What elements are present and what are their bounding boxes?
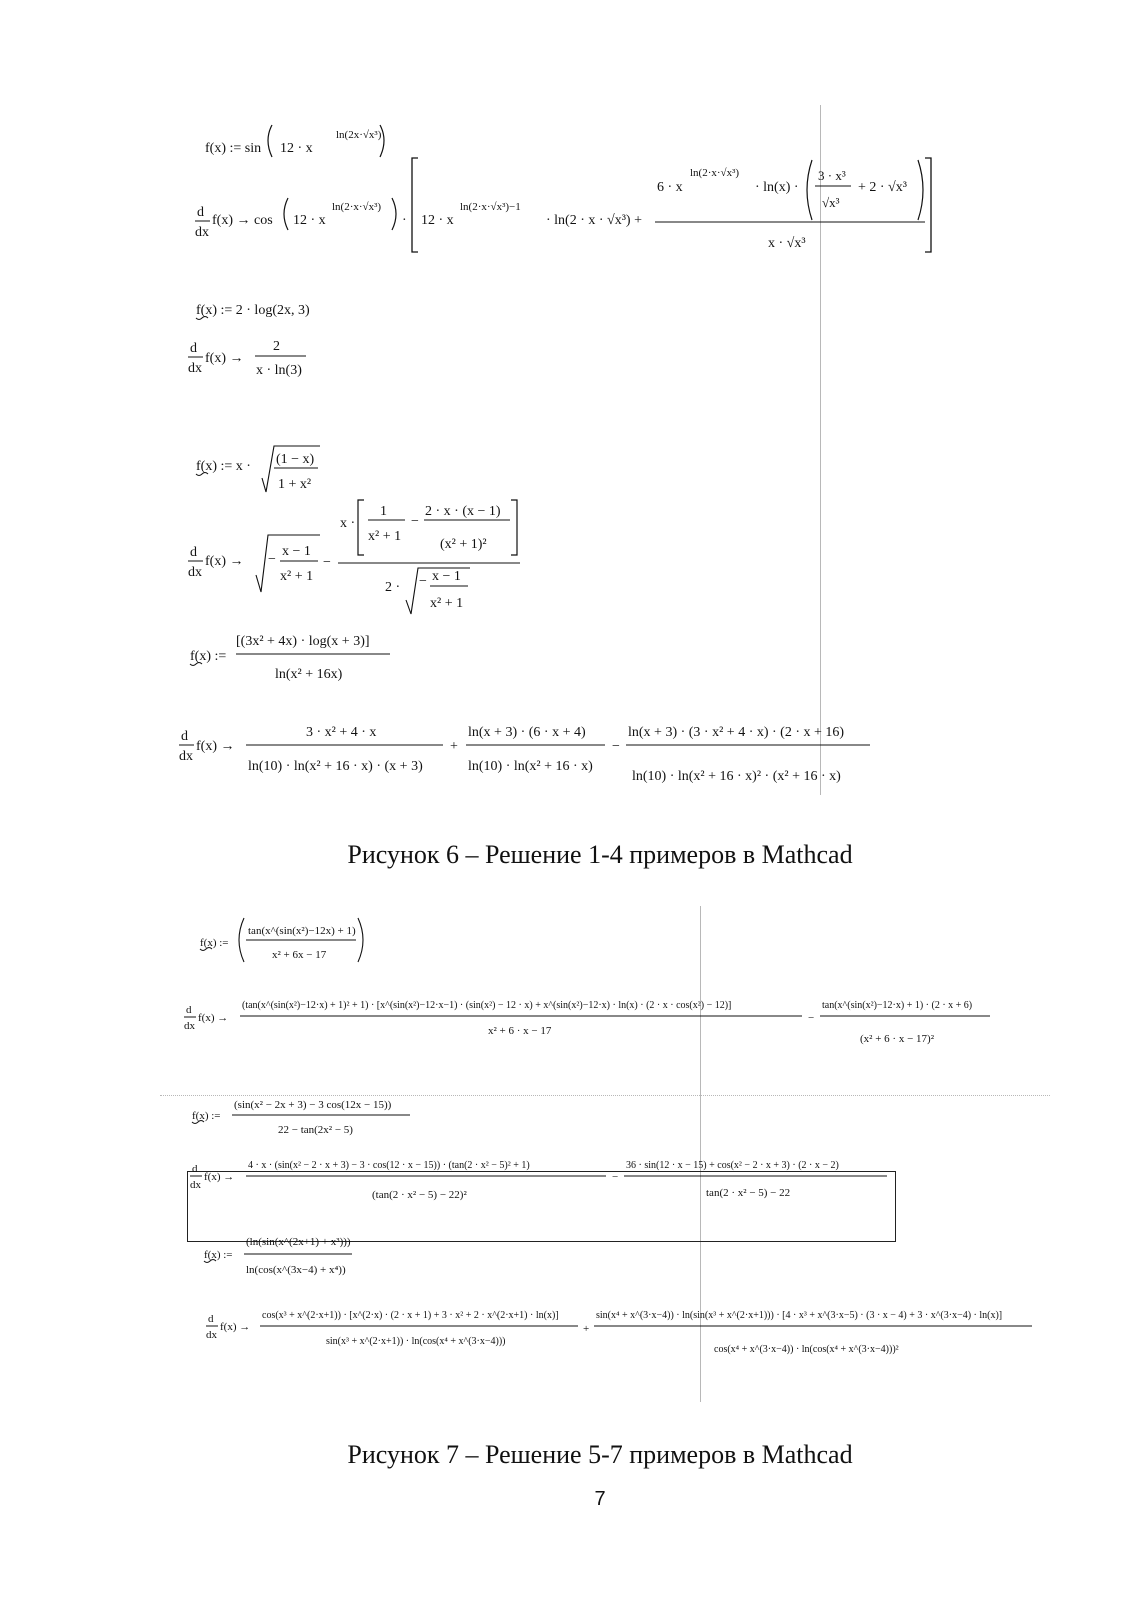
ex4-def-den: ln(x² + 16x) [275, 667, 343, 682]
ex1-t1a: 12 · x [421, 213, 454, 228]
ex4-f2-den: ln(10) · ln(x² + 16 · x) [468, 759, 593, 774]
figure-6-caption: Рисунок 6 – Решение 1-4 примеров в Mathcad [347, 840, 853, 869]
ex1-definition [205, 125, 384, 157]
figure-7-equations [0, 900, 1132, 1410]
ex5 [184, 918, 990, 1045]
ex4-f1-den: ln(10) · ln(x² + 16 · x) · (x + 3) [248, 759, 423, 774]
ex1-t2den: x · √x³ [768, 236, 806, 251]
ex7-f2-num: sin(x⁴ + x^(3·x−4)) · ln(sin(x³ + x^(2·x+1))) · [4 · x³ + x^(3·x−5) · (3 · x − 4) + 3 · x^(3·x−4) · ln(x)] [596, 1310, 1003, 1321]
ex5-der-lhs: f(x) → [198, 1012, 229, 1024]
ex1-t2num-c: + 2 · √x³ [858, 180, 907, 195]
ex1-dx: dx [195, 225, 209, 240]
ex4-f2-num: ln(x + 3) · (6 · x + 4) [468, 725, 586, 740]
ex3-def-den: 1 + x² [278, 477, 312, 492]
ex3-big-x: x · [340, 516, 356, 531]
ex3-minus: − [323, 555, 331, 570]
ex7-dx: dx [206, 1329, 217, 1341]
ex1-t2num-exp: ln(2·x·√x³) [690, 167, 740, 179]
ex1-der-exp: ln(2·x·√x³) [332, 201, 382, 213]
ex3-dx: dx [188, 565, 202, 580]
ex3-in1-den: x² + 1 [368, 529, 402, 544]
ex2 [188, 303, 310, 378]
ex7-f2-den: cos(x⁴ + x^(3·x−4)) · ln(cos(x⁴ + x^(3·x−4)))² [714, 1344, 899, 1355]
ex6-minus: − [612, 1171, 619, 1183]
ex4-d: d [181, 729, 188, 744]
ex4-plus: + [450, 739, 458, 754]
ex4-minus: − [612, 739, 620, 754]
ex2-num: 2 [273, 339, 280, 354]
ex7 [204, 1236, 1032, 1355]
ex3-bd-a: 2 · [385, 580, 401, 595]
svg-text:·: · [402, 213, 407, 228]
ex6-f1-num: 4 · x · (sin(x² − 2 · x + 3) − 3 · cos(12 · x − 15)) · (tan(2 · x² − 5)² + 1) [248, 1160, 530, 1171]
ex6-f1-den: (tan(2 · x² − 5) − 22)² [372, 1189, 467, 1201]
ex4-f3-num: ln(x + 3) · (3 · x² + 4 · x) · (2 · x + 16) [628, 725, 845, 740]
ex7-der-lhs: f(x) → [220, 1321, 251, 1333]
ex4 [179, 634, 870, 784]
figure-7 [0, 900, 1132, 1410]
figure-6-equations [0, 0, 1132, 800]
ex6-f2-den: tan(2 · x² − 5) − 22 [706, 1187, 791, 1199]
ex3-bd-den: x² + 1 [430, 596, 464, 611]
figure-7-caption: Рисунок 7 – Решение 5-7 примеров в Mathcad [347, 1440, 853, 1469]
ex1-derivative [195, 158, 931, 252]
ex1-der-arg: 12 · x [293, 213, 326, 228]
ex6-def-den: 22 − tan(2x² − 5) [278, 1124, 353, 1136]
ex1-d: d [197, 205, 204, 220]
ex1-t2num-b: · ln(x) · [755, 180, 799, 195]
ex4-f3-den: ln(10) · ln(x² + 16 · x)² · (x² + 16 · x) [632, 769, 841, 784]
ex7-plus: + [583, 1323, 590, 1335]
ex4-def-num: [(3x² + 4x) · log(x + 3)] [236, 634, 370, 649]
ex7-f1-num: cos(x³ + x^(2·x+1)) · [x^(2·x) · (2 · x + 1) + 3 · x² + 2 · x^(2·x+1) · ln(x)] [262, 1310, 559, 1321]
ex5-dx: dx [184, 1020, 195, 1032]
page-number: 7 [594, 1488, 606, 1510]
ex2-den: x · ln(3) [256, 363, 302, 378]
ex5-f2-num: tan(x^(sin(x²)−12·x) + 1) · (2 · x + 6) [822, 1000, 973, 1011]
ex2-d: d [190, 341, 197, 356]
ex6-der-lhs: f(x) → [204, 1171, 235, 1183]
ex6-d: d [192, 1163, 198, 1175]
ex6-dx: dx [190, 1179, 201, 1191]
figure-6 [0, 0, 1132, 800]
svg-text:−: − [411, 514, 419, 529]
ex3-der-lhs: f(x) → [205, 554, 244, 569]
ex5-def-lhs: f(x) := [200, 937, 229, 949]
ex3-s-den: x² + 1 [280, 569, 314, 584]
ex7-f1-den: sin(x³ + x^(2·x+1)) · ln(cos(x⁴ + x^(3·x−4))) [326, 1336, 506, 1347]
svg-text:−: − [419, 574, 427, 589]
ex4-der-lhs: f(x) → [196, 739, 235, 754]
ex1-def-arg: 12 · x [280, 141, 313, 156]
ex7-def-den: ln(cos(x^(3x−4) + x⁴)) [246, 1264, 346, 1276]
ex1-def-lhs: f(x) := sin [205, 141, 262, 156]
ex1-t2num-in-num: 3 · x³ [818, 168, 846, 183]
ex6-f2-num: 36 · sin(12 · x − 15) + cos(x² − 2 · x + 3) · (2 · x − 2) [626, 1160, 839, 1171]
ex6 [190, 1099, 887, 1201]
ex1-t2num-in-den: √x³ [822, 195, 840, 210]
svg-text:−: − [268, 552, 276, 567]
ex3-d: d [190, 545, 197, 560]
ex5-d: d [186, 1004, 192, 1016]
ex3-in2-den: (x² + 1)² [440, 537, 487, 552]
ex7-def-lhs: f(x) := [204, 1249, 233, 1261]
ex6-def-num: (sin(x² − 2x + 3) − 3 cos(12x − 15)) [234, 1099, 392, 1111]
ex3-def-lhs: f(x) := x · [196, 459, 251, 474]
ex1-def-exp: ln(2x·√x³) [336, 129, 382, 141]
ex2-der-lhs: f(x) → [205, 351, 244, 366]
ex5-minus: − [808, 1012, 815, 1024]
ex4-f1-num: 3 · x² + 4 · x [306, 725, 377, 740]
ex3-in2-num: 2 · x · (x − 1) [425, 504, 501, 519]
ex3-in1-num: 1 [380, 504, 387, 519]
ex7-def-num: (ln(sin(x^(2x+1) + x³))) [246, 1236, 351, 1248]
ex6-def-lhs: f(x) := [192, 1110, 221, 1122]
ex7-d: d [208, 1313, 214, 1325]
ex3-def-num: (1 − x) [276, 452, 315, 467]
ex5-f1-den: x² + 6 · x − 17 [488, 1025, 552, 1037]
ex5-f2-den: (x² + 6 · x − 17)² [860, 1033, 934, 1045]
ex4-dx: dx [179, 749, 193, 764]
ex5-def-den: x² + 6x − 17 [272, 949, 327, 961]
ex3-s-num: x − 1 [282, 544, 311, 559]
ex4-def-lhs: f(x) := [190, 649, 227, 664]
ex1-der-lhs: f(x) → cos [212, 213, 273, 228]
ex2-dx: dx [188, 361, 202, 376]
ex1-t1a-exp: ln(2·x·√x³)−1 [460, 201, 521, 213]
ex5-f1-num: (tan(x^(sin(x²)−12·x) + 1)² + 1) · [x^(sin(x²)−12·x−1) · (sin(x²) − 12 · x) + x^(sin(x²)−12·x) · ln(x) · (2 · x · cos(x²) − 12)] [242, 1000, 732, 1011]
ex5-def-num: tan(x^(sin(x²)−12x) + 1) [248, 925, 356, 937]
ex1-t2num-a: 6 · x [657, 180, 683, 195]
ex2-def: f(x) := 2 · log(2x, 3) [196, 303, 310, 318]
ex1-t1b: · ln(2 · x · √x³) + [546, 213, 642, 228]
ex3 [188, 446, 520, 614]
ex3-bd-num: x − 1 [432, 569, 461, 584]
